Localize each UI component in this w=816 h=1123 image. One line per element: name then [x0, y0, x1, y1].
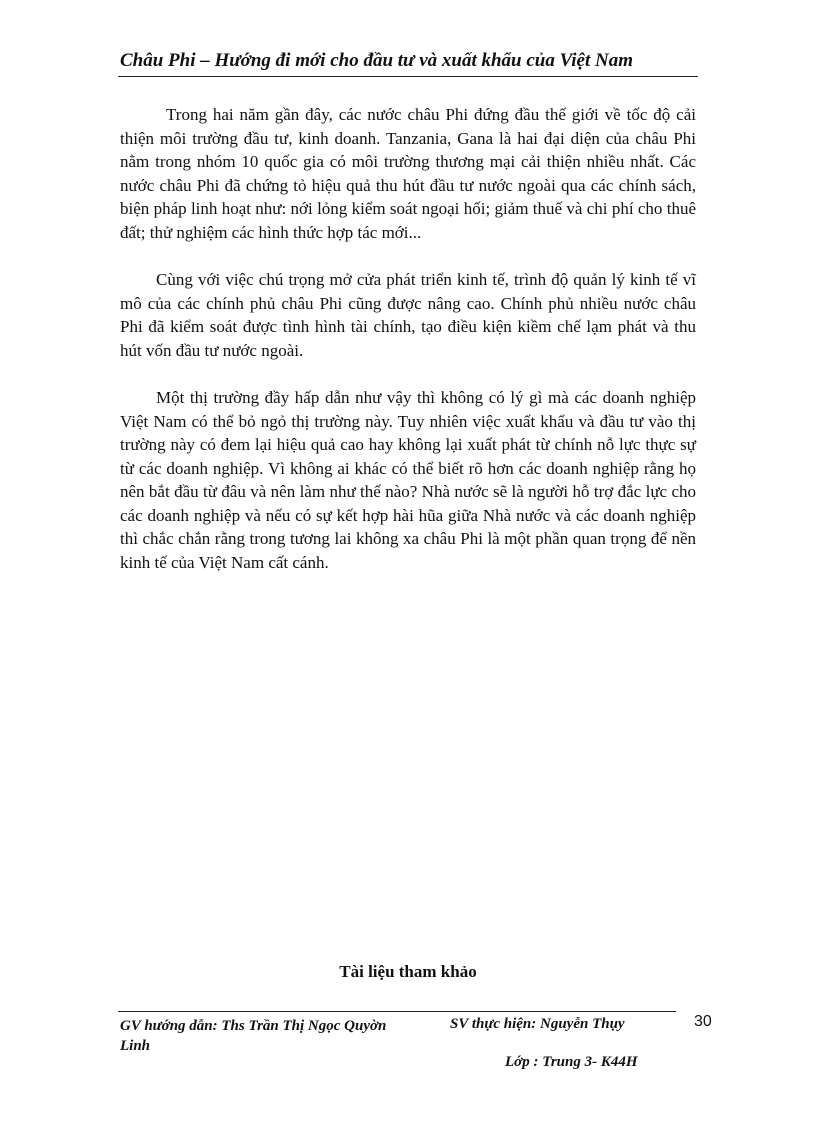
footer-student: SV thực hiện: Nguyễn Thụy	[450, 1016, 625, 1032]
page-number: 30	[694, 1013, 712, 1030]
footer-divider	[118, 1011, 676, 1012]
running-header-title: Châu Phi – Hướng đi mới cho đầu tư và xuất khẩu của Việt Nam	[120, 50, 633, 71]
header-divider	[118, 76, 698, 77]
paragraph-vietnam-enterprises: Một thị trường đầy hấp dẫn như vậy thì không có lý gì mà các doanh nghiệp Việt Nam có thể bỏ ngỏ thị trường này. Tuy nhiên việc xuất khẩu và đầu tư vào thị trường này có đem lại hiệu quả cao hay không lại xuất phát từ chính nỗ lực thực sự từ các doanh nghiệp. Vì không ai khác có thể biết rõ hơn các doanh nghiệp rằng họ nên bắt đầu từ đâu và nên làm như thế nào? Nhà nước sẽ là người hỗ trợ đắc lực cho các doanh nghiệp và nếu có sự kết hợp hài hũa giữa Nhà nước và các doanh nghiệp thì chắc chắn rằng trong tương lai không xa châu Phi là một phần quan trọng để nền kinh tế của Việt Nam cất cánh.	[120, 388, 696, 572]
paragraph-investment-environment: Trong hai năm gần đây, các nước châu Phi đứng đầu thế giới về tốc độ cải thiện môi trường đầu tư, kinh doanh. Tanzania, Gana là hai đại diện của châu Phi nằm trong nhóm 10 quốc gia có môi trường thương mại cải thiện nhiều nhất. Các nước châu Phi đã chứng tỏ hiệu quả thu hút đầu tư nước ngoài qua các chính sách, biện pháp linh hoạt như: nới lỏng kiểm soát ngoại hối; giảm thuế và chi phí cho thuê đất; thử nghiệm các hình thức hợp tác mới...	[120, 105, 696, 242]
footer-class: Lớp : Trung 3- K44H	[505, 1054, 638, 1070]
footer-advisor: GV hướng dẫn: Ths Trần Thị Ngọc Quyờn Linh	[120, 1018, 387, 1054]
references-heading: Tài liệu tham khảo	[339, 962, 477, 981]
document-body	[120, 103, 696, 598]
paragraph-macro-management: Cùng với việc chú trọng mở cửa phát triển kinh tế, trình độ quản lý kinh tế vĩ mô của các chính phủ châu Phi cũng được nâng cao. Chính phủ nhiều nước châu Phi đã kiểm soát được tình hình tài chính, tạo điều kiện kiềm chế lạm phát và thu hút vốn đầu tư nước ngoài.	[120, 270, 696, 360]
